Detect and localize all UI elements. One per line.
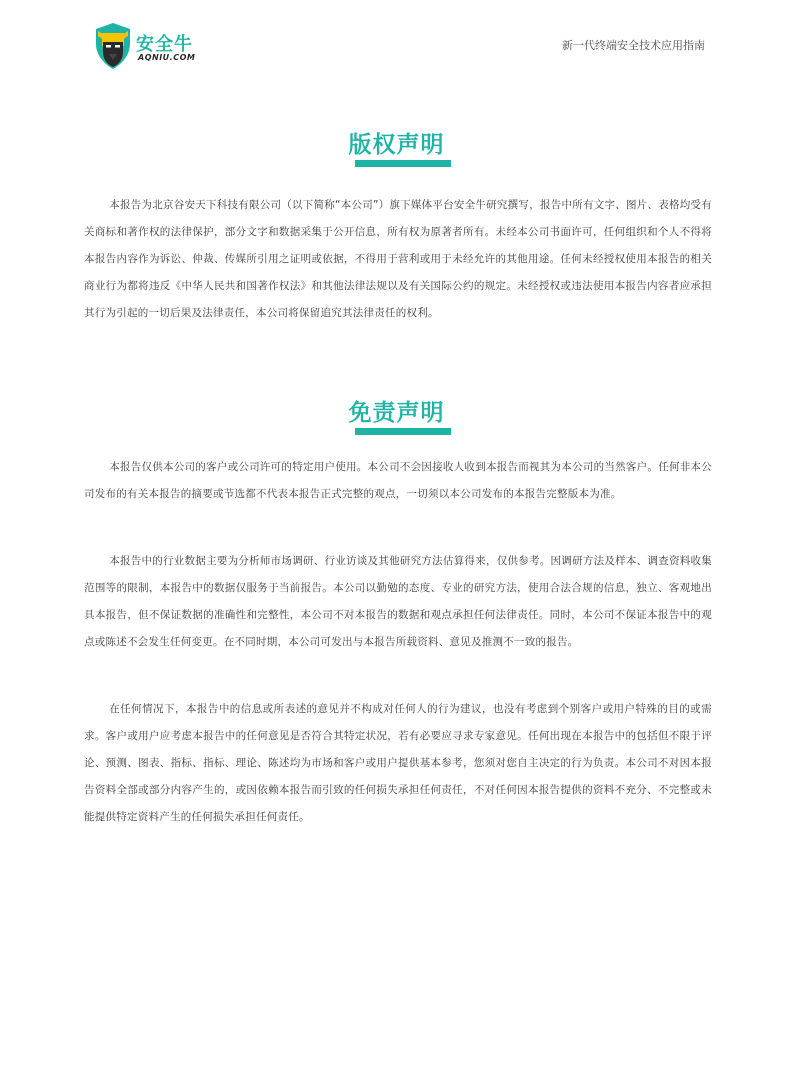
document-tagline: 新一代终端安全技术应用指南 [562, 39, 705, 52]
copyright-title: 版权声明 [348, 132, 445, 158]
brand-logo[interactable] [94, 22, 204, 70]
brand-url: AQNIU.COM [138, 53, 196, 62]
copyright-paragraph: 本报告为北京谷安天下科技有限公司（以下简称“本公司”）旗下媒体平台安全牛研究撰写，报告中所有文字、图片、表格均受有关商标和著作权的法律保护，部分文字和数据采集于公开信息，所有权为原著者所有。未经本公司书面许可，任何组织和个人不得将本报告内容作为诉讼、仲裁、传媒所引用之证明或依据，不得用于营利或用于未经允许的其他用途。任何未经授权使用本报告的相关商业行为都将违反《中华人民共和国著作权法》和其他法律法规以及有关国际公约的规定。未经授权或违法使用本报告内容者应承担其行为引起的一切后果及法律责任，本公司将保留追究其法律责任的权利。 [84, 199, 712, 319]
disclaimer-title: 免责声明 [348, 400, 445, 426]
disclaimer-title-underline [355, 428, 451, 435]
disclaimer-paragraph-3: 在任何情况下，本报告中的信息或所表述的意见并不构成对任何人的行为建议，也没有考虑到个别客户或用户特殊的目的或需求。客户或用户应考虑本报告中的任何意见是否符合其特定状况，若有必要应寻求专家意见。任何出现在本报告中的包括但不限于评论、预测、图表、指标、指标、理论、陈述均为市场和客户或用户提供基本参考，您须对您自主决定的行为负责。本公司不对因本报告资料全部或部分内容产生的，或因依赖本报告而引致的任何损失承担任何责任，不对任何因本报告提供的资料不充分、不完整或未能提供特定资料产生的任何损失承担任何责任。 [84, 703, 712, 823]
bull-knight-shield-icon [94, 22, 132, 70]
disclaimer-paragraph-2: 本报告中的行业数据主要为分析师市场调研、行业访谈及其他研究方法估算得来，仅供参考。因调研方法及样本、调查资料收集范围等的限制，本报告中的数据仅服务于当前报告。本公司以勤勉的态度、专业的研究方法，使用合法合规的信息，独立、客观地出具本报告，但不保证数据的准确性和完整性，本公司不对本报告的数据和观点承担任何法律责任。同时，本公司不保证本报告中的观点或陈述不会发生任何变更。在不同时期，本公司可发出与本报告所载资料、意见及推测不一致的报告。 [84, 555, 712, 648]
copyright-title-underline [355, 160, 451, 167]
brand-name: 安全牛 [136, 34, 193, 55]
disclaimer-paragraph-1: 本报告仅供本公司的客户或公司许可的特定用户使用。本公司不会因接收人收到本报告而视其为本公司的当然客户。任何非本公司发布的有关本报告的摘要或节选都不代表本报告正式完整的观点，一切须以本公司发布的本报告完整版本为准。 [84, 461, 712, 500]
page-header [0, 0, 793, 80]
